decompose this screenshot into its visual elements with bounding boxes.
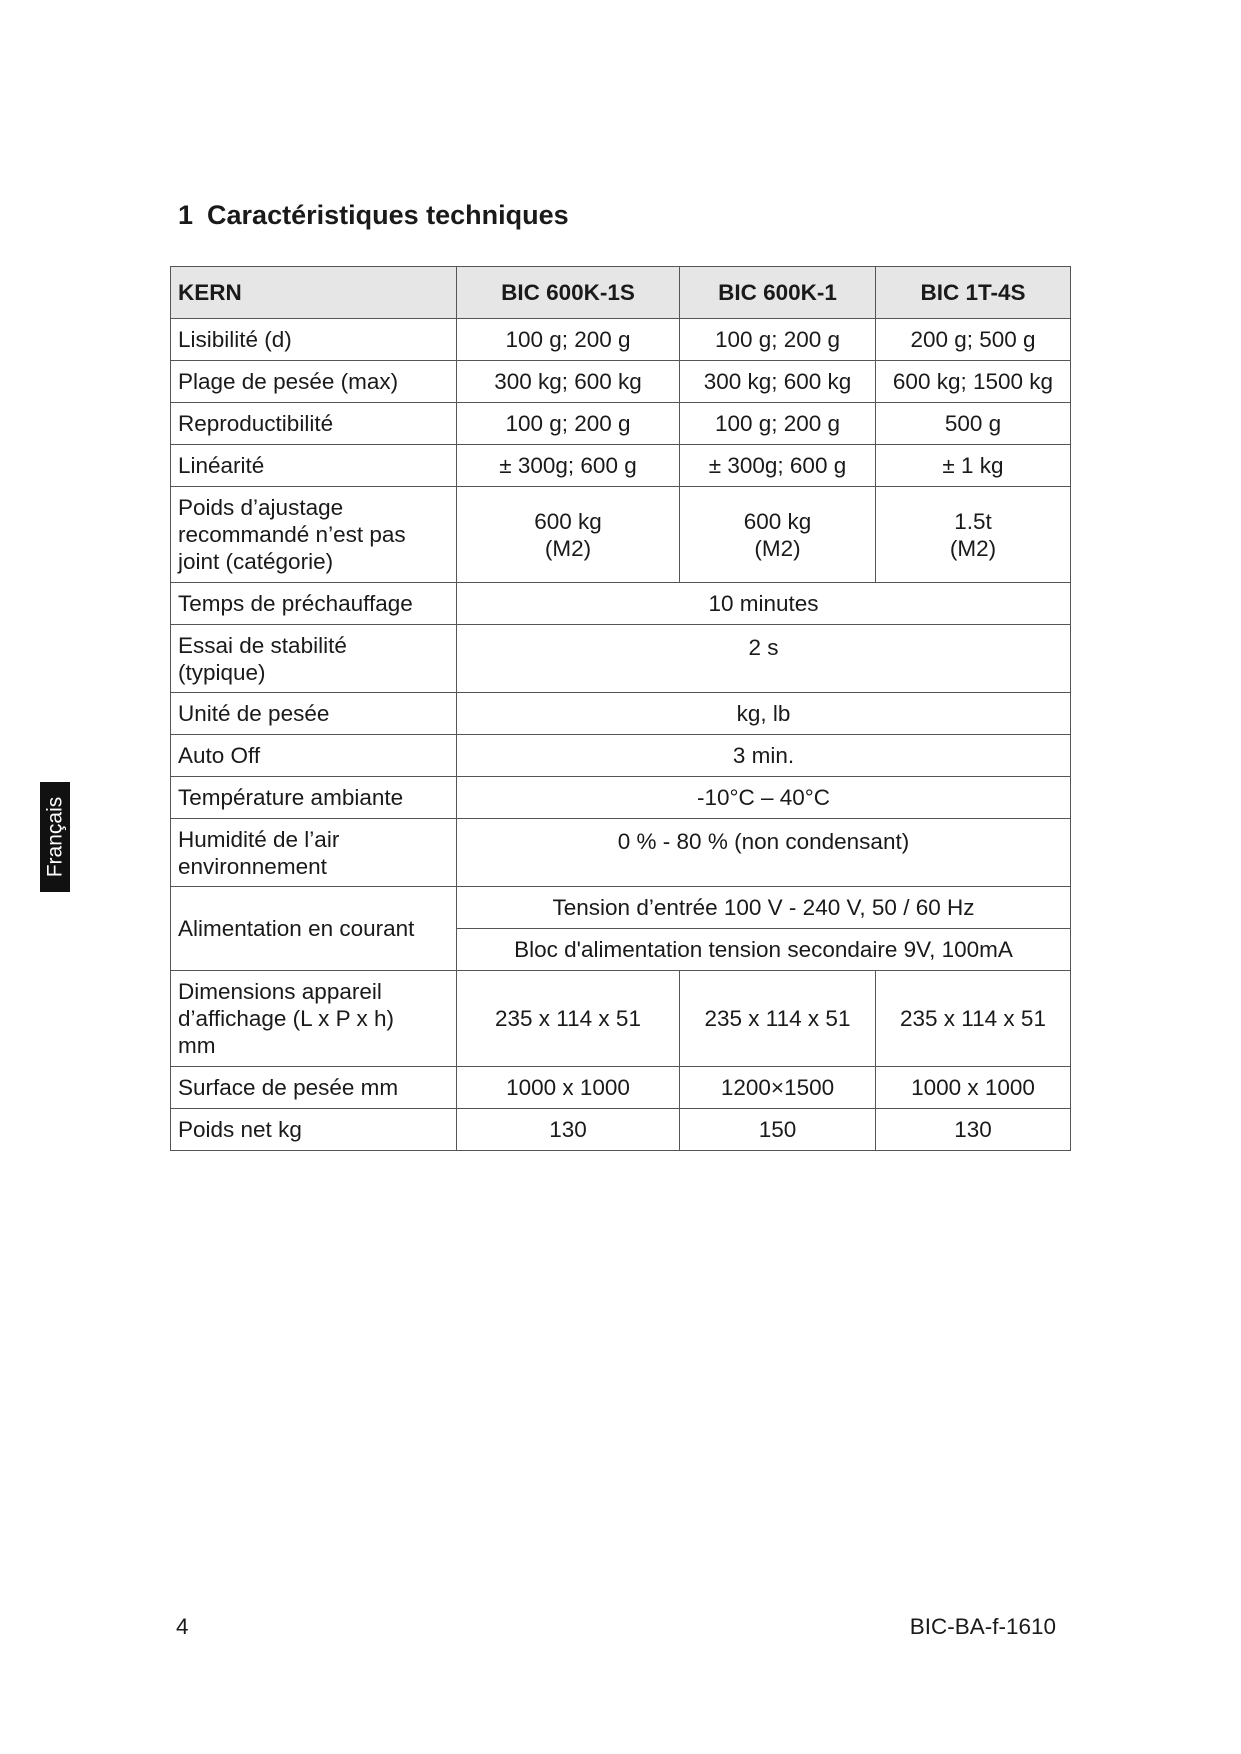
row-label: Lisibilité (d) — [171, 319, 457, 361]
row-value-merged: Bloc d'alimentation tension secondaire 9V, 100mA — [457, 929, 1071, 971]
row-value: 100 g; 200 g — [457, 403, 680, 445]
table-row — [171, 319, 1071, 361]
value-line: 1.5t — [954, 508, 992, 534]
row-value: 235 x 114 x 51 — [680, 971, 876, 1067]
table-row — [171, 1109, 1071, 1151]
header-cell-model: BIC 1T-4S — [876, 267, 1071, 319]
row-value: 200 g; 500 g — [876, 319, 1071, 361]
row-value: 235 x 114 x 51 — [876, 971, 1071, 1067]
label-line: Essai de stabilité — [178, 632, 347, 658]
header-cell-model: BIC 600K-1S — [457, 267, 680, 319]
row-value — [457, 487, 680, 583]
row-value-merged: 10 minutes — [457, 583, 1071, 625]
row-value: ± 300g; 600 g — [680, 445, 876, 487]
label-line: recommandé n’est pas — [178, 522, 406, 547]
row-label: Surface de pesée mm — [171, 1067, 457, 1109]
row-value: 1000 x 1000 — [457, 1067, 680, 1109]
table-header-row — [171, 267, 1071, 319]
label-line: environnement — [178, 853, 327, 879]
row-value: 100 g; 200 g — [680, 403, 876, 445]
specifications-table — [170, 266, 1071, 1151]
label-line: Poids d’ajustage — [178, 495, 344, 520]
row-value: 600 kg; 1500 kg — [876, 361, 1071, 403]
row-value: 130 — [876, 1109, 1071, 1151]
row-value-merged: Tension d’entrée 100 V - 240 V, 50 / 60 Hz — [457, 887, 1071, 929]
value-line: 600 kg — [743, 508, 812, 534]
row-value-merged: 2 s — [457, 625, 1071, 693]
row-value-merged: -10°C – 40°C — [457, 777, 1071, 819]
row-value: 100 g; 200 g — [680, 319, 876, 361]
label-line: Dimensions appareil — [178, 979, 382, 1004]
table-row — [171, 735, 1071, 777]
row-value: 130 — [457, 1109, 680, 1151]
row-value — [680, 487, 876, 583]
section-title: Caractéristiques techniques — [207, 200, 569, 230]
value-line: (M2) — [544, 535, 592, 561]
row-label: Reproductibilité — [171, 403, 457, 445]
row-label — [171, 625, 457, 693]
label-line: (typique) — [178, 659, 266, 685]
table-row — [171, 487, 1071, 583]
row-value: 1000 x 1000 — [876, 1067, 1071, 1109]
language-tab — [40, 782, 70, 892]
row-label: Unité de pesée — [171, 693, 457, 735]
row-value-merged: 0 % - 80 % (non condensant) — [457, 819, 1071, 887]
value-line: (M2) — [754, 535, 801, 561]
table-row — [171, 887, 1071, 929]
table-row — [171, 819, 1071, 887]
row-value: 500 g — [876, 403, 1071, 445]
row-value: ± 300g; 600 g — [457, 445, 680, 487]
row-label: Auto Off — [171, 735, 457, 777]
table-row — [171, 361, 1071, 403]
label-line: d’affichage (L x P x h) — [178, 1006, 394, 1031]
row-value-merged: 3 min. — [457, 735, 1071, 777]
document-code: BIC-BA-f-1610 — [909, 1614, 1056, 1639]
row-label — [171, 971, 457, 1067]
row-value: ± 1 kg — [876, 445, 1071, 487]
row-label: Alimentation en courant — [171, 887, 457, 971]
table-row — [171, 693, 1071, 735]
table-row — [171, 971, 1071, 1067]
row-value: 150 — [680, 1109, 876, 1151]
row-label: Température ambiante — [171, 777, 457, 819]
label-line: Humidité de l’air — [178, 826, 340, 852]
table-row — [171, 583, 1071, 625]
row-label: Linéarité — [171, 445, 457, 487]
row-value: 235 x 114 x 51 — [457, 971, 680, 1067]
label-line: mm — [178, 1033, 216, 1058]
table-row — [171, 1067, 1071, 1109]
table-row — [171, 625, 1071, 693]
row-value: 100 g; 200 g — [457, 319, 680, 361]
row-value: 300 kg; 600 kg — [457, 361, 680, 403]
row-label — [171, 819, 457, 887]
row-label: Plage de pesée (max) — [171, 361, 457, 403]
language-tab-label: Français — [43, 796, 66, 878]
row-value: 300 kg; 600 kg — [680, 361, 876, 403]
header-cell-model: BIC 600K-1 — [680, 267, 876, 319]
value-line: (M2) — [949, 535, 997, 561]
row-value-merged: kg, lb — [457, 693, 1071, 735]
value-line: 600 kg — [534, 508, 602, 534]
table-row — [171, 403, 1071, 445]
label-line: joint (catégorie) — [178, 549, 334, 574]
table-row — [171, 777, 1071, 819]
page-number: 4 — [176, 1614, 189, 1639]
section-number: 1 — [178, 200, 194, 230]
table-row — [171, 445, 1071, 487]
row-label — [171, 487, 457, 583]
row-value — [876, 487, 1071, 583]
row-label: Poids net kg — [171, 1109, 457, 1151]
row-value: 1200×1500 — [680, 1067, 876, 1109]
header-cell-brand: KERN — [171, 267, 457, 319]
section-heading — [178, 200, 569, 231]
row-label: Temps de préchauffage — [171, 583, 457, 625]
